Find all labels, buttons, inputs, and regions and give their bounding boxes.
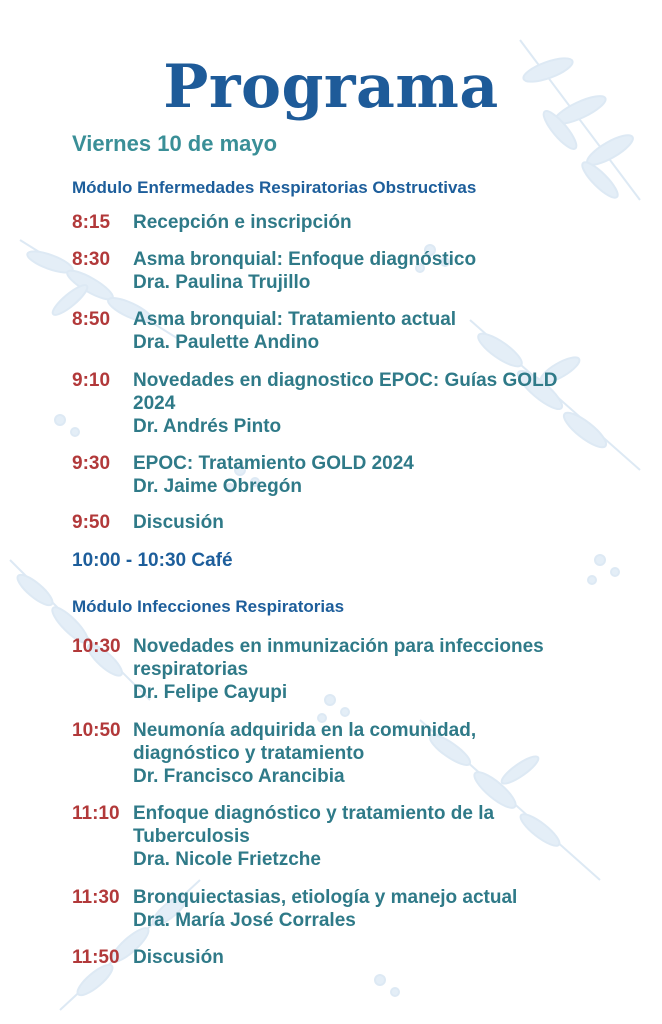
item-talk: Novedades en inmunización para infecciones bbox=[133, 636, 544, 657]
item-talk: Asma bronquial: Tratamiento actual bbox=[133, 309, 457, 330]
item-talk-continued: Tuberculosis bbox=[133, 826, 250, 847]
item-talk: Recepción e inscripción bbox=[133, 212, 352, 233]
item-talk: Neumonía adquirida en la comunidad, bbox=[133, 720, 477, 741]
item-speaker: Dr. Francisco Arancibia bbox=[133, 766, 345, 787]
item-talk: EPOC: Tratamiento GOLD 2024 bbox=[133, 453, 414, 474]
page-title: Programa bbox=[163, 52, 499, 122]
item-time: 8:30 bbox=[72, 249, 111, 270]
item-speaker: Dra. Paulette Andino bbox=[133, 332, 320, 353]
item-talk-continued: 2024 bbox=[133, 393, 176, 414]
item-talk: Bronquiectasias, etiología y manejo actual bbox=[133, 887, 518, 908]
event-date: Viernes 10 de mayo bbox=[72, 131, 278, 156]
module-heading-infections: Módulo Infecciones Respiratorias bbox=[72, 597, 345, 616]
coffee-label: Café bbox=[191, 550, 233, 571]
item-time: 9:50 bbox=[72, 512, 111, 533]
item-time: 10:50 bbox=[72, 720, 121, 741]
item-time: 11:50 bbox=[72, 947, 120, 968]
item-time: 8:50 bbox=[72, 309, 111, 330]
item-time: 9:30 bbox=[72, 453, 111, 474]
item-speaker: Dr. Jaime Obregón bbox=[133, 476, 302, 497]
module-heading-obstructive: Módulo Enfermedades Respiratorias Obstructivas bbox=[72, 178, 477, 197]
coffee-time: 10:00 - 10:30 bbox=[72, 550, 187, 571]
item-time: 11:30 bbox=[72, 887, 120, 908]
item-time: 9:10 bbox=[72, 370, 111, 391]
item-talk: Enfoque diagnóstico y tratamiento de la bbox=[133, 803, 495, 824]
item-time: 10:30 bbox=[72, 636, 121, 657]
item-speaker: Dra. Paulina Trujillo bbox=[133, 272, 311, 293]
coffee-break bbox=[72, 549, 233, 572]
item-speaker: Dr. Andrés Pinto bbox=[133, 416, 282, 437]
item-talk: Discusión bbox=[133, 947, 224, 968]
item-talk-continued: diagnóstico y tratamiento bbox=[133, 743, 365, 764]
item-speaker: Dra. Nicole Frietzche bbox=[133, 849, 321, 870]
item-speaker: Dra. María José Corrales bbox=[133, 910, 356, 931]
item-speaker: Dr. Felipe Cayupi bbox=[133, 682, 288, 703]
item-time: 11:10 bbox=[72, 803, 120, 824]
item-talk: Discusión bbox=[133, 512, 224, 533]
item-time: 8:15 bbox=[72, 212, 111, 233]
item-talk: Asma bronquial: Enfoque diagnóstico bbox=[133, 249, 477, 270]
item-talk: Novedades en diagnostico EPOC: Guías GOLD bbox=[133, 370, 558, 391]
item-talk-continued: respiratorias bbox=[133, 659, 249, 680]
